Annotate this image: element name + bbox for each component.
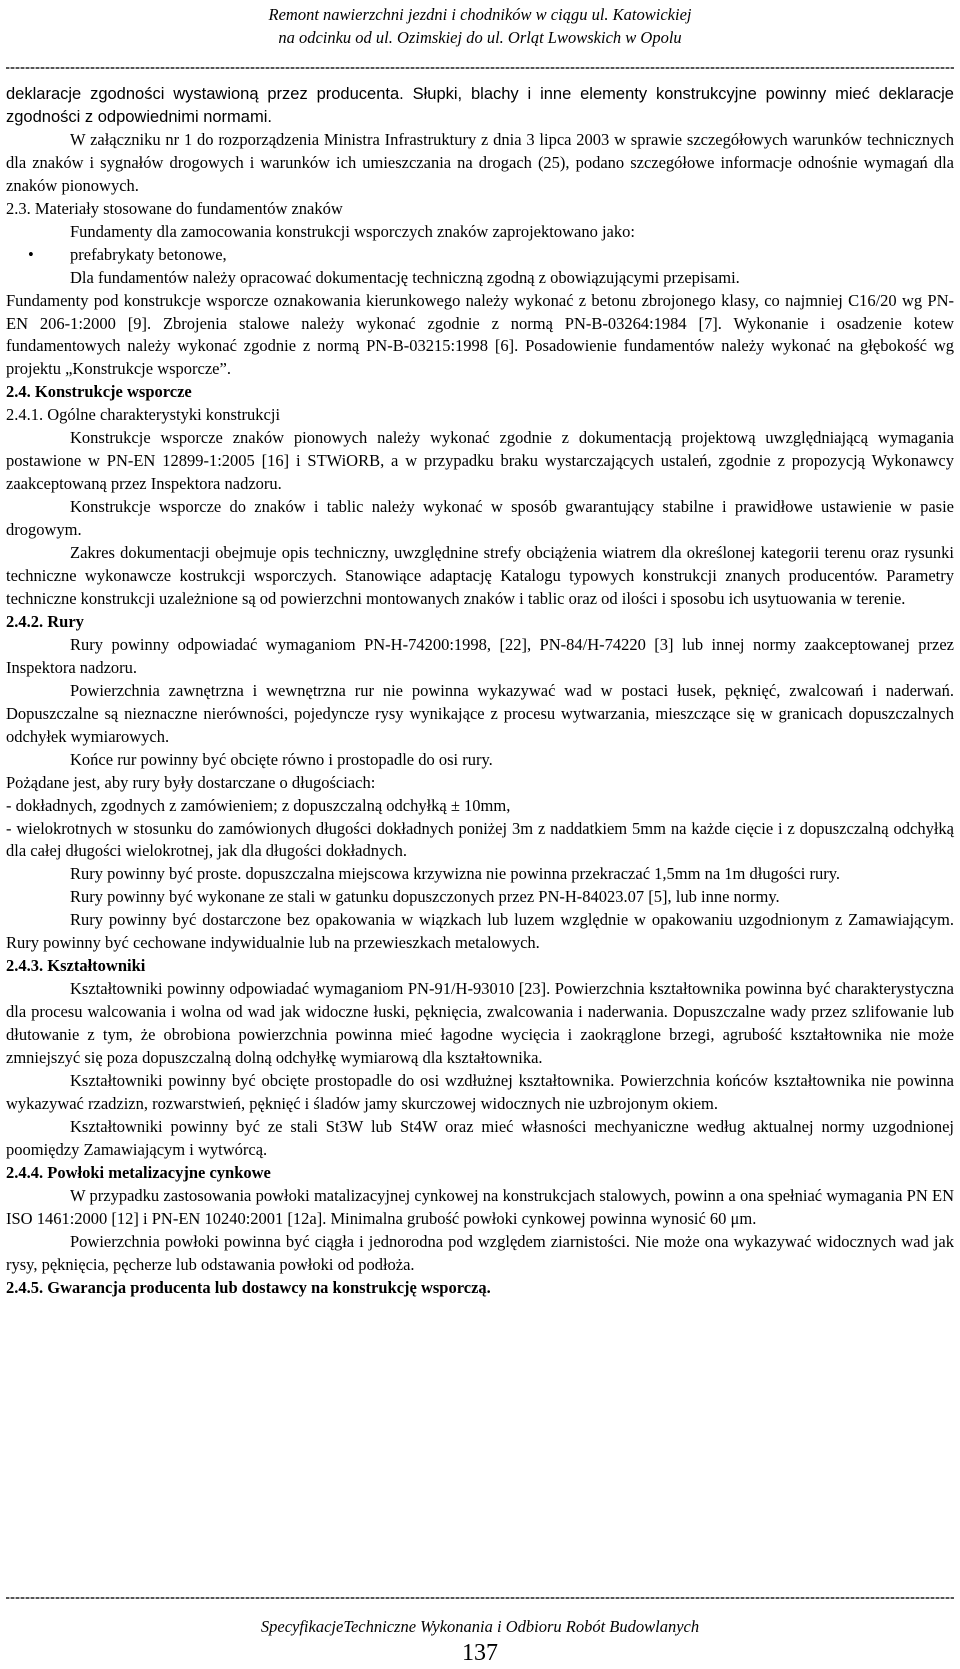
- paragraph: Rury powinny być wykonane ze stali w gatunku dopuszczonych przez PN-H-84023.07 [5], lub inne normy.: [70, 887, 780, 907]
- paragraph: Zakres dokumentacji obejmuje opis techniczny, uwzględnine strefy obciążenia wiatrem dla określonej kategorii terenu oraz rysunki techniczne wykonawcze kostrukcji wsporczych. Stanowiące adaptację Katalogu typowych konstrukcji znanych producentów. Parametry techniczne konstrukcji uzależnione są od powierzchni montowanych znaków i tablic oraz od ilości i sposobu ich usytuowania w terenie.: [6, 543, 954, 608]
- paragraph: W przypadku zastosowania powłoki matalizacyjnej cynkowej na konstrukcjach stalowych, powinn a ona spełniać wymagania PN EN ISO 1461:2000 [12] i PN-EN 10240:2001 [12a]. Minimalna grubość powłoki cynkowej powinna wynosić 60 μm.: [6, 1185, 954, 1228]
- list-item-text: prefabrykaty betonowe,: [70, 244, 227, 264]
- section-heading-2-3: 2.3. Materiały stosowane do fundamentów znaków: [6, 198, 343, 218]
- paragraph: Dla fundamentów należy opracować dokumentację techniczną zgodną z obowiązującymi przepisami.: [70, 267, 740, 287]
- paragraph: - dokładnych, zgodnych z zamówieniem; z dopuszczalną odchyłką ± 10mm,: [6, 795, 511, 815]
- section-heading-2-4-4: 2.4.4. Powłoki metalizacyjne cynkowe: [6, 1162, 271, 1182]
- paragraph: Pożądane jest, aby rury były dostarczane o długościach:: [6, 772, 376, 792]
- page-footer: SpecyfikacjeTechniczne Wykonania i Odbioru Robót Budowlanych: [260, 1617, 700, 1636]
- section-heading-2-4-1: 2.4.1. Ogólne charakterystyki konstrukcji: [6, 405, 281, 425]
- section-heading-2-4-5: 2.4.5. Gwarancja producenta lub dostawcy na konstrukcję wsporczą.: [6, 1277, 491, 1297]
- section-heading-2-4-2: 2.4.2. Rury: [6, 611, 84, 631]
- section-heading-2-4: 2.4. Konstrukcje wsporcze: [6, 382, 192, 402]
- header-divider: [6, 67, 954, 69]
- paragraph: Rury powinny być proste. dopuszczalna miejscowa krzywizna nie powinna przekraczać 1,5mm na 1m długości rury.: [70, 864, 841, 884]
- paragraph: Kształtowniki powinny być obcięte prostopadle do osi wzdłużnej kształtownika. Powierzchnia końców kształtownika nie powinna wykazywać rzadzizn, rozwarstwień, pęknięć i śladów jamy skurczowej widocznych nie uzbrojonym okiem.: [6, 1070, 954, 1113]
- document-body: [6, 83, 954, 1300]
- paragraph: Kształtowniki powinny być ze stali St3W lub St4W oraz mieć własności mechyaniczne według aktualnej normy uzgodnionej poomiędzy Zamawiającym i wytwórcą.: [6, 1116, 954, 1159]
- bullet-icon: •: [28, 244, 34, 264]
- paragraph: Konstrukcje wsporcze do znaków i tablic należy wykonać w sposób gwarantujący stabilne i prawidłowe ustawienie w pasie drogowym.: [6, 497, 954, 540]
- paragraph: W załączniku nr 1 do rozporządzenia Ministra Infrastruktury z dnia 3 lipca 2003 w sprawie szczegółowych warunków technicznych dla znaków i sygnałów drogowych i warunków ich umieszczania na drogach (25), podano szczegółowe informacje odnośnie wymagań dla znaków pionowych.: [6, 129, 954, 195]
- paragraph: Końce rur powinny być obcięte równo i prostopadle do osi rury.: [70, 749, 493, 769]
- paragraph: Konstrukcje wsporcze znaków pionowych należy wykonać zgodnie z dokumentacją projektową uwzględniającą wymagania postawione w PN-EN 12899-1:2005 [16] i STWiORB, a w przypadku braku wystarczających ustaleń, zgodnie z propozycją Wykonawcy zaakceptowaną przez Inspektora nadzoru.: [6, 428, 954, 494]
- paragraph: deklaracje zgodności wystawioną przez producenta. Słupki, blachy i inne elementy konstrukcyjne powinny mieć deklaracje zgodności z odpowiednimi normami.: [6, 85, 954, 126]
- header-line-2: na odcinku od ul. Ozimskiej do ul. Orląt Lwowskich w Opolu: [278, 28, 682, 47]
- paragraph: Fundamenty pod konstrukcje wsporcze oznakowania kierunkowego należy wykonać z betonu zbrojonego klasy, co najmniej C16/20 wg PN-EN 206-1:2000 [9]. Zbrojenia stalowe należy wykonać zgodnie z normą PN-B-03264:1984 [7]. Wykonanie i osadzenie kotew fundamentowych należy wykonać zgodnie z normą PN-B-03215:1998 [6]. Posadowienie fundamentów należy wykonać na głębokość wg projektu „Konstrukcje wsporcze”.: [6, 290, 954, 379]
- header-line-1: Remont nawierzchni jezdni i chodników w ciągu ul. Katowickiej: [268, 5, 692, 24]
- paragraph: Rury powinny odpowiadać wymaganiom PN-H-74200:1998, [22], PN-84/H-74220 [3] lub innej normy zaakceptowanej przez Inspektora nadzoru.: [6, 634, 954, 677]
- paragraph: - wielokrotnych w stosunku do zamówionych długości dokładnych poniżej 3m z naddatkiem 5mm na każde cięcie i z dopuszczalną odchyłką dla całej długości wielokrotnej, jak dla długości dokładnych.: [6, 818, 954, 861]
- section-heading-2-4-3: 2.4.3. Kształtowniki: [6, 956, 146, 976]
- paragraph: Powierzchnia powłoki powinna być ciągła i jednorodna pod względem ziarnistości. Nie może ona wykazywać widocznych wad jak rysy, pęknięcia, pęcherze lub odstawania powłoki od podłoża.: [6, 1231, 954, 1274]
- paragraph: Powierzchnia zawnętrzna i wewnętrzna rur nie powinna wykazywać wad w postaci łusek, pęknięć, zwalcowań i naderwań. Dopuszczalne są nieznaczne nierówności, pojedyncze rysy wynikające z procesu wytwarzania, mieszczące się w granicach dopuszczalnych odchyłek wymiarowych.: [6, 680, 954, 746]
- list-item: [6, 244, 954, 267]
- page-header: [0, 3, 960, 49]
- paragraph: Kształtowniki powinny odpowiadać wymaganiom PN-91/H-93010 [23]. Powierzchnia kształtownika powinna być charakterystyczna dla procesu walcowania i wolna od wad jak widoczne łuski, pęknięcia, zwalcowania i naderwania. Dopuszczalne wady przez szlifowanie lub dłutowanie z tym, że obrobiona powierzchnia powinna mieć łagodne wycięcia i zaokrąglone brzegi, agrubość kształtownika nie może zmniejszyć się poza dopuszczalną dolną odchyłkę wymiarową dla kształtownika.: [6, 979, 954, 1068]
- page-number: 137: [462, 1640, 498, 1666]
- footer-divider: [6, 1597, 954, 1599]
- paragraph: Rury powinny być dostarczone bez opakowania w wiązkach lub luzem względnie w opakowaniu uzgodnionym z Zamawiającym. Rury powinny być cechowane indywidualnie lub na przewieszkach metalowych.: [6, 910, 954, 953]
- paragraph: Fundamenty dla zamocowania konstrukcji wsporczych znaków zaprojektowano jako:: [70, 221, 635, 241]
